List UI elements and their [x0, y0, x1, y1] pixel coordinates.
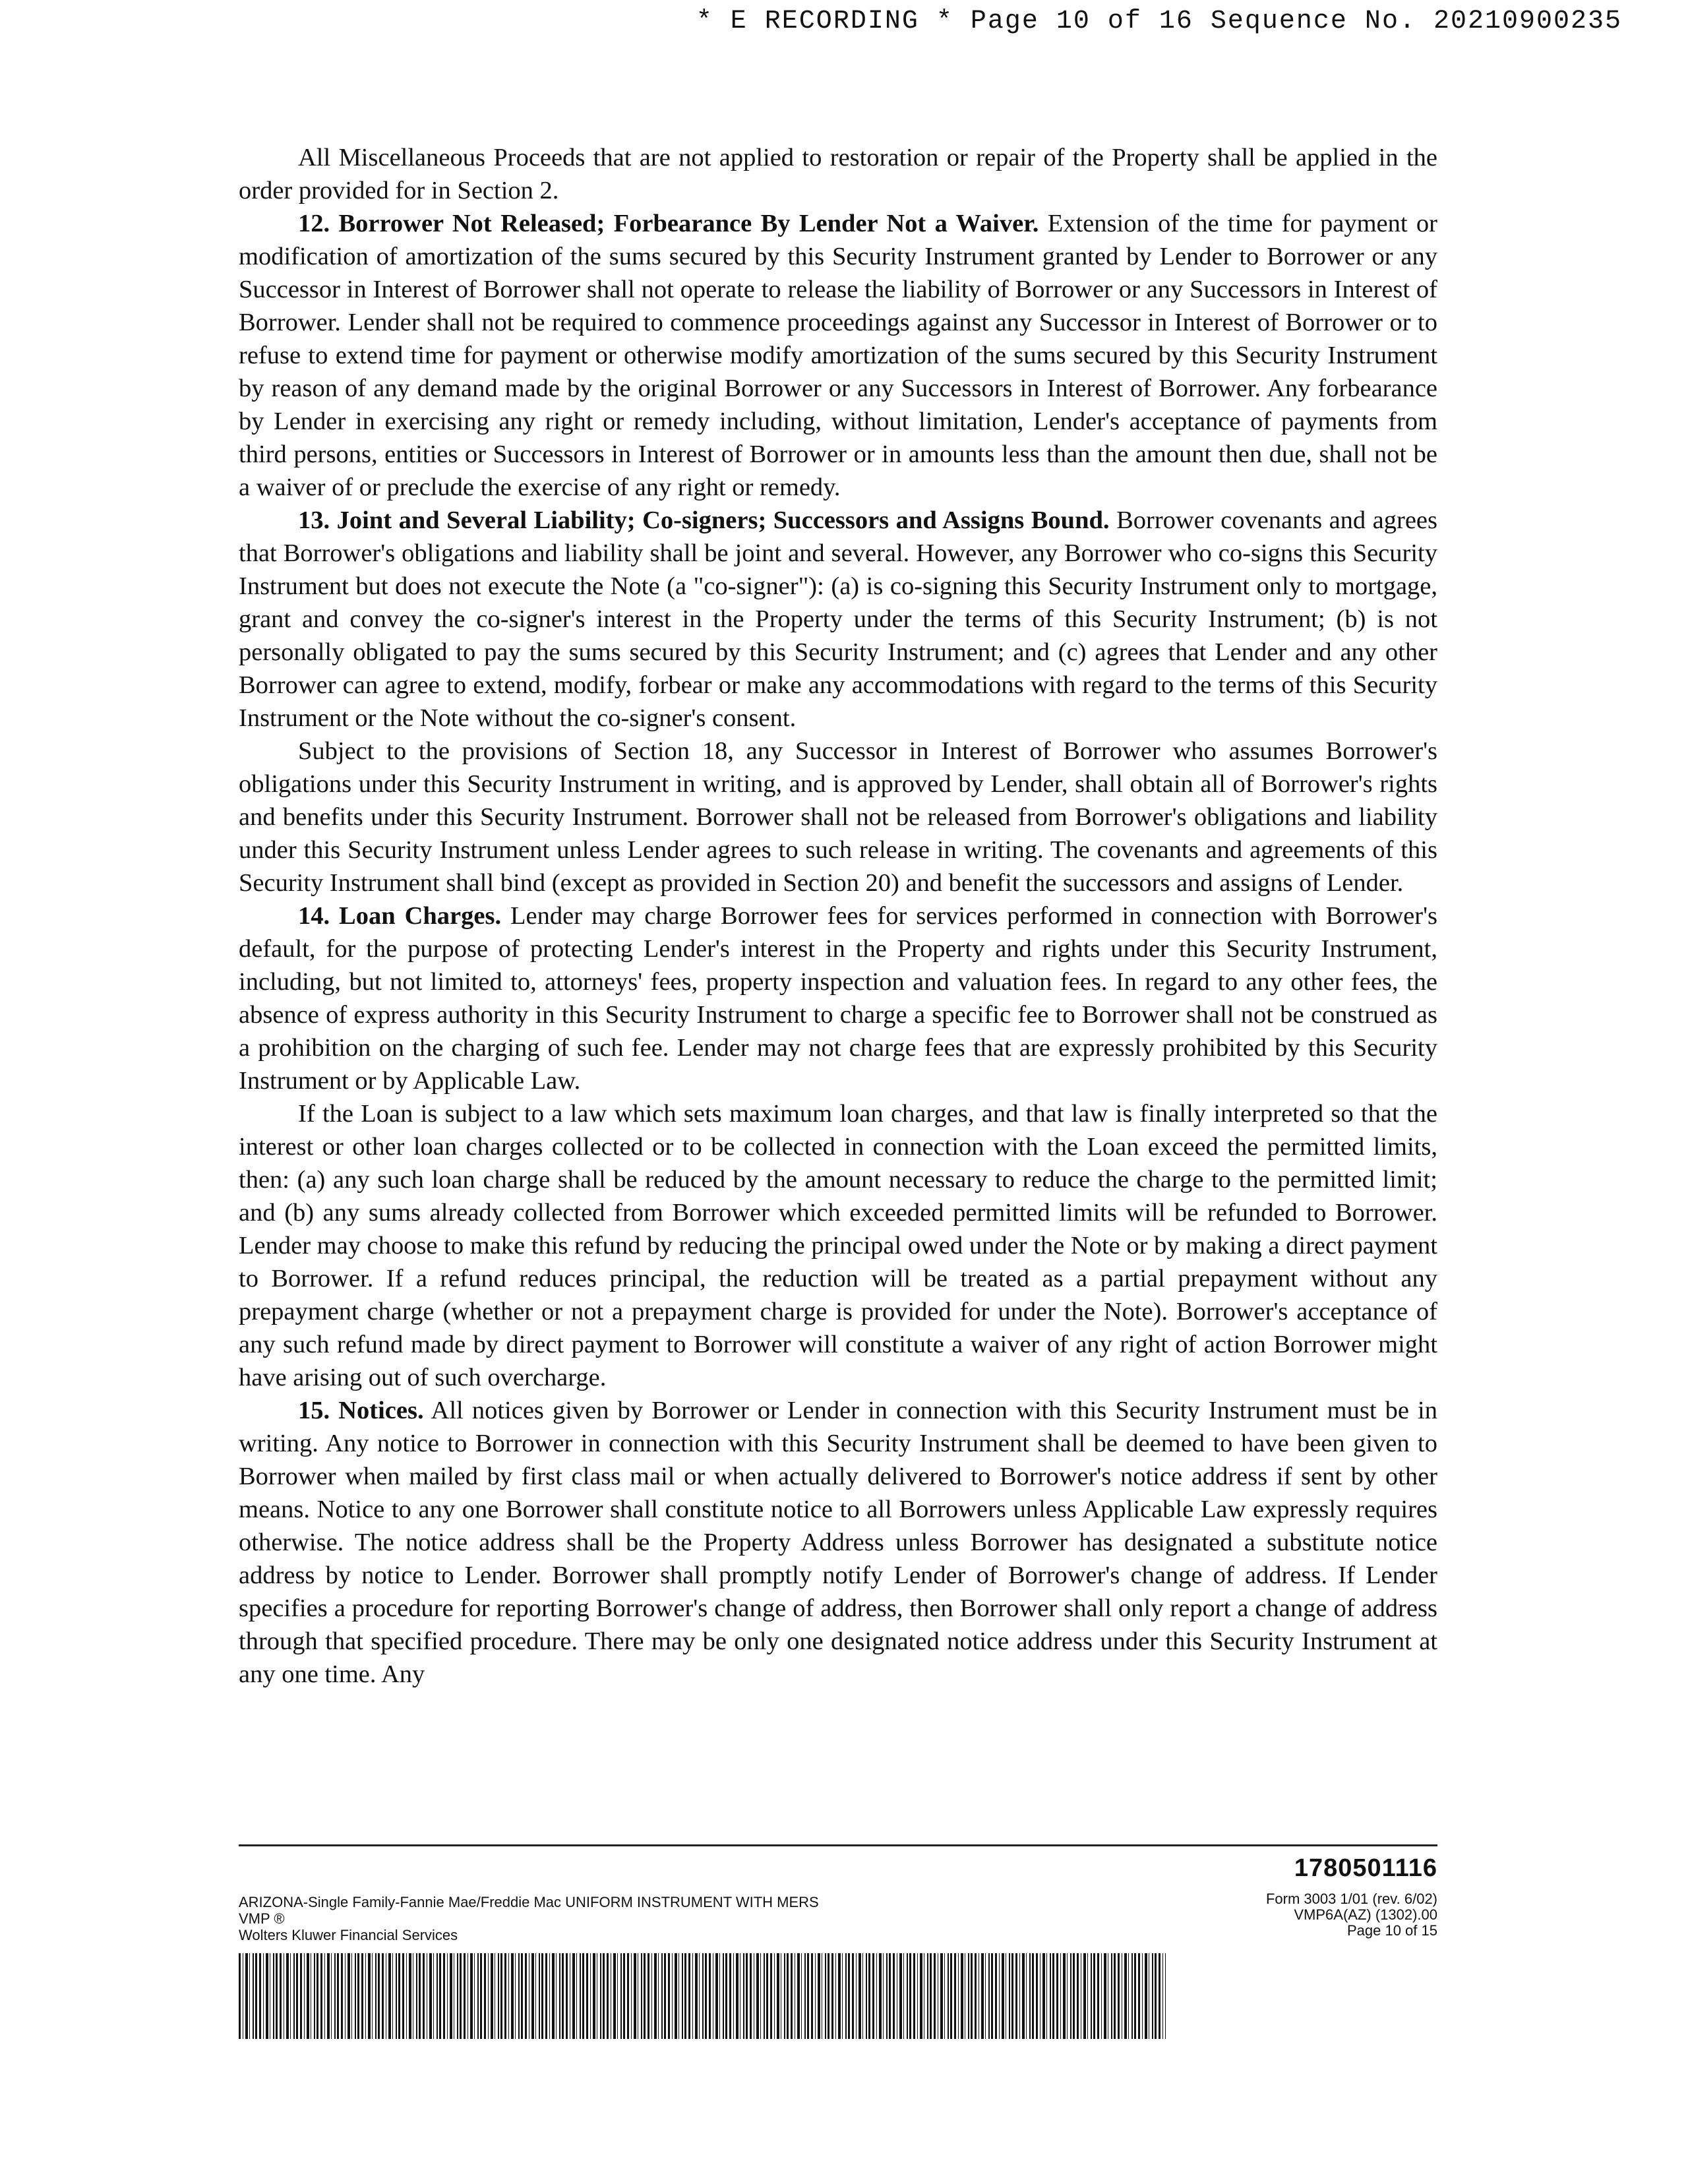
- vmp-code: VMP6A(AZ) (1302).00: [1294, 1906, 1437, 1923]
- paragraph-text: All Miscellaneous Proceeds that are not applied to restoration or repair of the Property shall be applied in the order provided for in Section 2.: [239, 144, 1437, 204]
- recording-header: * E RECORDING * Page 10 of 16 Sequence No. 20210900235: [696, 7, 1622, 36]
- paragraph-section-14: [239, 899, 1437, 1097]
- footer-divider: [239, 1844, 1437, 1846]
- paragraph-text: If the Loan is subject to a law which sets maximum loan charges, and that law is finally interpreted so that the interest or other loan charges collected or to be collected in connection with the Loan exceed the permitted limits, then: (a) any such loan charge shall be reduced by the amount necessary to reduce the charge to the permitted limit; and (b) any sums already collected from Borrower which exceeded permitted limits will be refunded to Borrower. Lender may choose to make this refund by reducing the principal owed under the Note or by making a direct payment to Borrower. If a refund reduces principal, the reduction will be treated as a partial prepayment without any prepayment charge (whether or not a prepayment charge is provided for under the Note). Borrower's acceptance of any such refund made by direct payment to Borrower will constitute a waiver of any right of action Borrower might have arising out of such overcharge.: [239, 1100, 1437, 1391]
- barcode-icon: [239, 1953, 1166, 2039]
- footer-form-ref: [1266, 1891, 1437, 1939]
- document-number: 1780501116: [1294, 1854, 1437, 1882]
- paragraph-text: All notices given by Borrower or Lender in connection with this Security Instrument must be in writing. Any notice to Borrower in connection with this Security Instrument shall be deemed to have been given to Borrower when mailed by first class mail or when actually delivered to Borrower's notice address if sent by other means. Notice to any one Borrower shall constitute notice to all Borrowers unless Applicable Law expressly requires otherwise. The notice address shall be the Property Address unless Borrower has designated a substitute notice address by notice to Lender. Borrower shall promptly notify Lender of Borrower's change of address. If Lender specifies a procedure for reporting Borrower's change of address, then Borrower shall only report a change of address through that specified procedure. There may be only one designated notice address under this Security Instrument at any one time. Any: [239, 1397, 1437, 1688]
- document-body: [239, 141, 1437, 1691]
- section-heading: 12. Borrower Not Released; Forbearance By Lender Not a Waiver.: [298, 210, 1039, 237]
- section-heading: 14. Loan Charges.: [298, 902, 502, 930]
- footer-form-info: [239, 1894, 819, 1943]
- paragraph-text: Extension of the time for payment or modification of amortization of the sums secured by this Security Instrument granted by Lender to Borrower or any Successor in Interest of Borrower shall not operate to release the liability of Borrower or any Successors in Interest of Borrower. Lender shall not be required to commence proceedings against any Successor in Interest of Borrower or to refuse to extend time for payment or otherwise modify amortization of the sums secured by this Security Instrument by reason of any demand made by the original Borrower or any Successors in Interest of Borrower. Any forbearance by Lender in exercising any right or remedy including, without limitation, Lender's acceptance of payments from third persons, entities or Successors in Interest of Borrower or in amounts less than the amount then due, shall not be a waiver of or preclude the exercise of any right or remedy.: [239, 210, 1438, 501]
- form-number: Form 3003 1/01 (rev. 6/02): [1265, 1891, 1437, 1907]
- publisher-name: Wolters Kluwer Financial Services: [239, 1927, 458, 1943]
- paragraph-text: Lender may charge Borrower fees for services performed in connection with Borrower's default, for the purpose of protecting Lender's interest in the Property and rights under this Security Instrument, including, but not limited to, attorneys' fees, property inspection and valuation fees. In regard to any other fees, the absence of express authority in this Security Instrument to charge a specific fee to Borrower shall not be construed as a prohibition on the charging of such fee. Lender may not charge fees that are expressly prohibited by this Security Instrument or by Applicable Law.: [239, 902, 1437, 1095]
- paragraph-misc-proceeds: [239, 141, 1437, 207]
- paragraph-section-13-cont: [239, 735, 1437, 899]
- paragraph-section-12: [239, 207, 1437, 504]
- paragraph-section-14-cont: [239, 1097, 1437, 1394]
- paragraph-text: Borrower covenants and agrees that Borrower's obligations and liability shall be joint and several. However, any Borrower who co-signs this Security Instrument but does not execute the Note (a "co-signer"): (a) is co-signing this Security Instrument only to mortgage, grant and convey the co-signer's interest in the Property under the terms of this Security Instrument; (b) is not personally obligated to pay the sums secured by this Security Instrument; and (c) agrees that Lender and any other Borrower can agree to extend, modify, forbear or make any accommodations with regard to the terms of this Security Instrument or the Note without the co-signer's consent.: [239, 506, 1437, 732]
- paragraph-section-13: [239, 504, 1437, 735]
- paragraph-section-15: [239, 1394, 1437, 1691]
- section-heading: 15. Notices.: [298, 1397, 424, 1424]
- section-heading: 13. Joint and Several Liability; Co-signers; Successors and Assigns Bound.: [298, 506, 1110, 534]
- paragraph-text: Subject to the provisions of Section 18, any Successor in Interest of Borrower who assumes Borrower's obligations under this Security Instrument in writing, and is approved by Lender, shall obtain all of Borrower's rights and benefits under this Security Instrument. Borrower shall not be released from Borrower's obligations and liability under this Security Instrument unless Lender agrees to such release in writing. The covenants and agreements of this Security Instrument shall bind (except as provided in Section 20) and benefit the successors and assigns of Lender.: [239, 737, 1437, 897]
- vmp-mark: VMP ®: [239, 1910, 285, 1927]
- form-title: ARIZONA-Single Family-Fannie Mae/Freddie Mac UNIFORM INSTRUMENT WITH MERS: [239, 1894, 819, 1910]
- page-indicator: Page 10 of 15: [1346, 1922, 1437, 1939]
